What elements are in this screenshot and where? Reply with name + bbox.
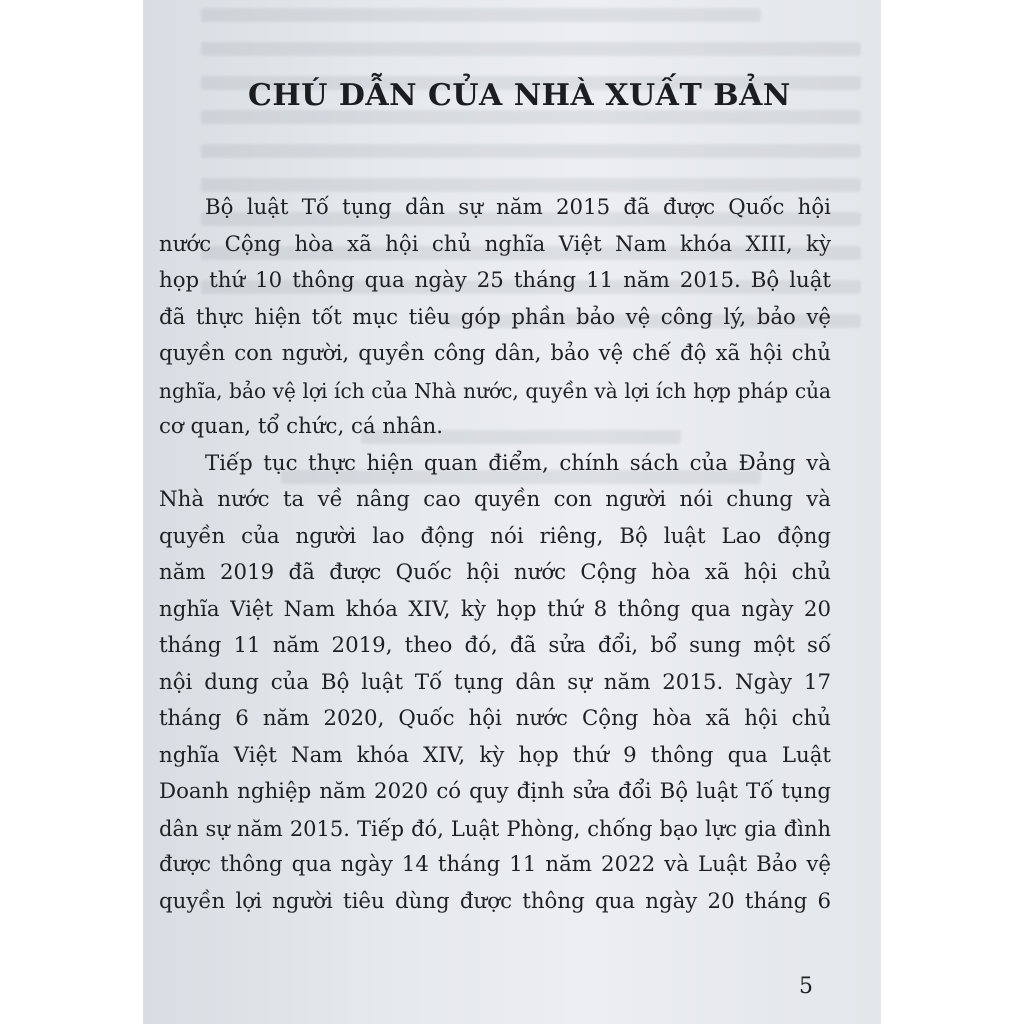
page-title: CHÚ DẪN CỦA NHÀ XUẤT BẢN	[248, 78, 791, 113]
text-line: nội dung của Bộ luật Tố tụng dân sự năm 2015. Ngày 17	[159, 669, 831, 695]
text-line: Nhà nước ta về nâng cao quyền con người nói chung và	[159, 487, 831, 512]
body-text	[159, 190, 831, 920]
text-line: tháng 11 năm 2019, theo đó, đã sửa đổi, bổ sung một số	[159, 633, 831, 658]
text-line: quyền con người, quyền công dân, bảo vệ chế độ xã hội chủ	[159, 341, 831, 366]
text-line: Bộ luật Tố tụng dân sự năm 2015 đã được Quốc hội	[205, 195, 831, 220]
text-line: cơ quan, tổ chức, cá nhân.	[159, 414, 444, 439]
book-page	[143, 0, 881, 1024]
text-line: quyền của người lao động nói riêng, Bộ luật Lao động	[159, 523, 831, 549]
text-line: Doanh nghiệp năm 2020 có quy định sửa đổi Bộ luật Tố tụng	[159, 779, 831, 804]
text-line: dân sự năm 2015. Tiếp đó, Luật Phòng, chống bạo lực gia đình	[159, 816, 831, 841]
text-line: tháng 6 năm 2020, Quốc hội nước Cộng hòa xã hội chủ	[159, 706, 831, 731]
page-number: 5	[799, 974, 813, 999]
text-line: họp thứ 10 thông qua ngày 25 tháng 11 năm 2015. Bộ luật	[159, 268, 831, 293]
text-line: nghĩa Việt Nam khóa XIV, kỳ họp thứ 8 thông qua ngày 20	[159, 596, 831, 622]
text-line: đã thực hiện tốt mục tiêu góp phần bảo vệ công lý, bảo vệ	[159, 304, 831, 330]
text-line: được thông qua ngày 14 tháng 11 năm 2022 và Luật Bảo vệ	[159, 852, 831, 877]
text-line: nghĩa, bảo vệ lợi ích của Nhà nước, quyền và lợi ích hợp pháp của	[159, 378, 831, 403]
text-line: nghĩa Việt Nam khóa XIV, kỳ họp thứ 9 thông qua Luật	[159, 742, 831, 768]
text-line: Tiếp tục thực hiện quan điểm, chính sách của Đảng và	[205, 450, 831, 476]
text-line: quyền lợi người tiêu dùng được thông qua ngày 20 tháng 6	[159, 888, 831, 914]
text-line: năm 2019 đã được Quốc hội nước Cộng hòa xã hội chủ	[159, 560, 831, 585]
text-line: nước Cộng hòa xã hội chủ nghĩa Việt Nam khóa XIII, kỳ	[159, 231, 831, 257]
